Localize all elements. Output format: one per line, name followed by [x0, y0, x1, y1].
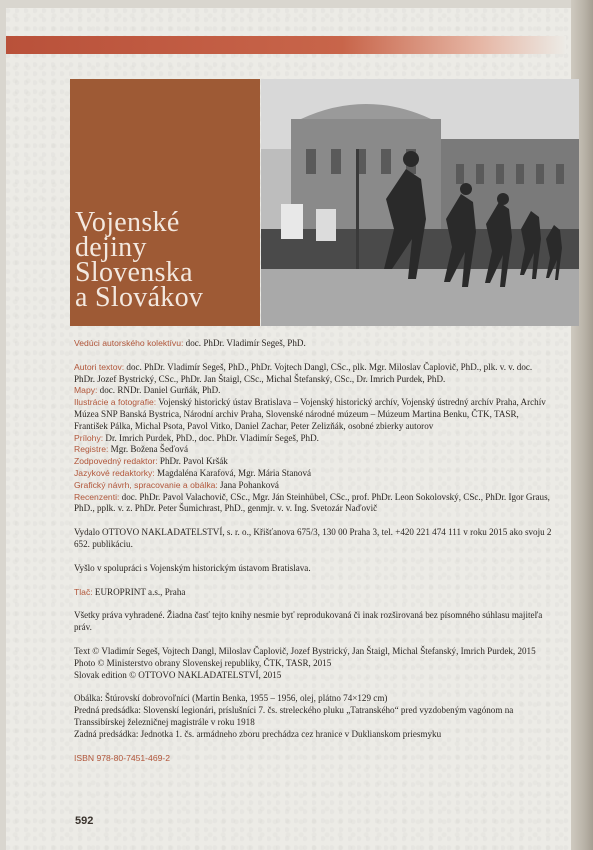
credit-line: Jazykové redaktorky: Magdaléna Karafová, Mgr. Mária Stanová — [74, 467, 312, 478]
copyright-line: Photo © Ministerstvo obrany Slovenskej republiky, ČTK, TASR, 2015 — [74, 657, 332, 668]
print-line: Tlač: EUROPRINT a.s., Praha — [74, 586, 186, 597]
credit-line: Zodpovedný redaktor: PhDr. Pavol Kršák — [74, 456, 228, 467]
copyright-line: Slovak edition © OTTOVO NAKLADATELSTVÍ, 2015 — [74, 669, 282, 680]
credit-line: Prílohy: Dr. Imrich Purdek, PhD., doc. PhDr. Vladimír Segeš, PhD. — [74, 432, 319, 443]
decorative-header-bar — [6, 36, 566, 54]
credit-line: Registre: Mgr. Božena Šeďová — [74, 444, 189, 455]
book-title-line: Slovenska — [75, 257, 193, 288]
publisher-text: Vydalo OTTOVO NAKLADATELSTVÍ, s. r. o., Křišťanova 675/3, 130 00 Praha 3, tel. +420 221 474 111 v roku 2015 ako svoju 2 652. publikáciu. — [74, 527, 552, 549]
credit-line: Mapy: doc. RNDr. Daniel Gurňák, PhD. — [74, 385, 221, 396]
credit-line: Grafický návrh, spracovanie a obálka: Jana Pohanková — [74, 479, 279, 490]
book-title-line: a Slovákov — [75, 282, 204, 313]
imprint-text — [74, 338, 552, 764]
book-title — [75, 207, 265, 313]
cover-line: Predná predsádka: Slovenskí legionári, príslušníci 7. čs. streleckého pluku „Tatranského“ pred vyzdobeným vagónom na Transsibírskej železničnej magistrále v roku 1918 — [74, 705, 514, 727]
cooperation-text: Vyšlo v spolupráci s Vojenským historickým ústavom Bratislava. — [74, 562, 311, 573]
rights-text: Všetky práva vyhradené. Žiadna časť tejto knihy nesmie byť reprodukovaná či inak rozširovaná bez písomného súhlasu majiteľa práv. — [74, 610, 543, 633]
book-title-line: dejiny — [75, 232, 147, 263]
page-number: 592 — [75, 815, 94, 827]
credit-line: Autori textov: doc. PhDr. Vladimír Segeš, PhD., PhDr. Vojtech Dangl, CSc., plk. Mgr. Miloslav Čaplovič, PhD., plk. v. v. doc. PhDr. Jozef Bystrický, CSc., PhDr. Jan Štaigl, CSc., Michal Štefanský, CSc., Dr. Imrich Purdek, PhD. — [74, 361, 533, 384]
credit-line: Ilustrácie a fotografie: Vojenský historický ústav Bratislava – Vojenský historický archív, Vojenský ústredný archív Praha, Archív Múzea SNP Banská Bystrica, Národní archiv Praha, Slovenské národné múzeum – Múzeum Martina Benku, ČTK, TASR, František Pálka, Michal Psota, Pavol Vitko, Daniel Zachar, Peter Zelizňák, osobné zbierky autorov — [74, 397, 546, 431]
credit-line: Recenzenti: doc. PhDr. Pavol Valachovič, CSc., Mgr. Ján Steinhübel, CSc., prof. PhDr. Leon Sokolovský, CSc., PhDr. Igor Graus, PhD., pplk. v. z. PhDr. Peter Šumichrast, PhD., genmjr. v. v. Ing. Svetozár Naďovič — [74, 491, 550, 514]
book-title-line: Vojenské — [75, 207, 180, 238]
parade-photo — [261, 79, 579, 326]
isbn: ISBN 978-80-7451-469-2 — [74, 752, 171, 763]
cover-line: Zadná predsádka: Jednotka 1. čs. armádneho zboru prechádza cez hranice v Duklianskom priesmyku — [74, 728, 442, 739]
cover-line: Obálka: Štúrovskí dobrovoľníci (Martin Benka, 1955 – 1956, olej, plátno 74×129 cm) — [74, 693, 388, 704]
copyright-line: Text © Vladimír Segeš, Vojtech Dangl, Miloslav Čaplovič, Jozef Bystrický, Jan Štaigl, Michal Štefanský, Imrich Purdek, 2015 — [74, 645, 536, 656]
credit-line: Vedúci autorského kolektívu: doc. PhDr. Vladimír Segeš, PhD. — [74, 338, 306, 348]
